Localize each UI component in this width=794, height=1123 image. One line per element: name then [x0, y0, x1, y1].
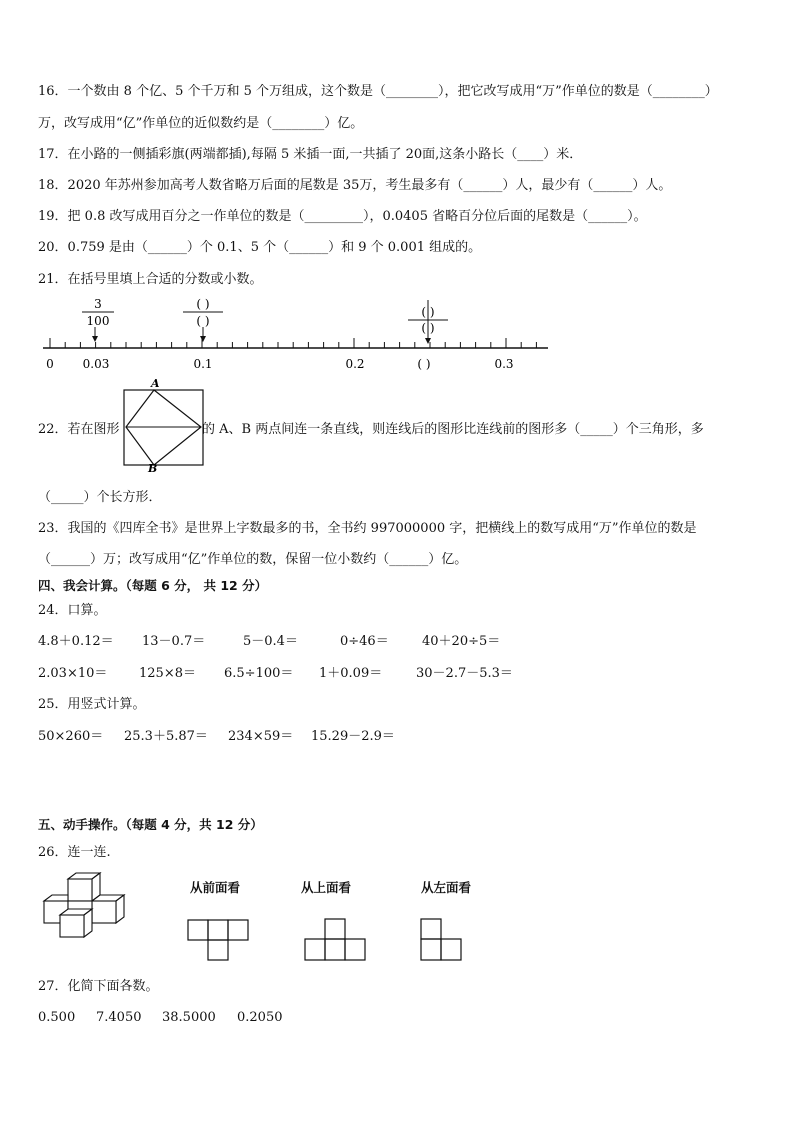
- calc-item: 0÷46＝: [340, 634, 389, 649]
- q20: 20．0.759 是由（______）个 0.1、5 个（______）和 9 个 0.001 组成的。: [38, 240, 482, 255]
- tick-label-02: 0.2: [345, 357, 365, 371]
- blank-fraction-bottom-2: ( ): [421, 321, 435, 335]
- calc-item: 5－0.4＝: [243, 634, 298, 649]
- q16-line2: 万，改写成用“亿”作单位的近似数约是（________）亿。: [38, 116, 364, 131]
- calc-item: 40＋20÷5＝: [422, 634, 501, 649]
- blank-fraction-bottom: ( ): [196, 314, 210, 328]
- cube-stack-figure: [40, 871, 126, 943]
- tick-label-01: 0.1: [193, 357, 213, 371]
- view-label-top: 从上面看: [301, 880, 352, 895]
- blank-fraction-top-2: ( ): [421, 305, 435, 319]
- number-item: 0.2050: [237, 1010, 283, 1025]
- q19: 19．把 0.8 改写成用百分之一作单位的数是（_________），0.0405 省略百分位后面的尾数是（______）。: [38, 209, 647, 224]
- tick-label-03: 0.3: [494, 357, 514, 371]
- calc-item: 6.5÷100＝: [224, 666, 294, 681]
- q18: 18．2020 年苏州参加高考人数省略万后面的尾数是 35万，考生最多有（______）人，最少有（______）人。: [38, 178, 672, 193]
- number-item: 0.500: [38, 1010, 76, 1025]
- section-4-heading: 四、我会计算。（每题 6 分， 共 12 分）: [38, 578, 268, 593]
- blank-fraction-top: ( ): [196, 297, 210, 311]
- calc-item: 4.8＋0.12＝: [38, 634, 114, 649]
- q25-title: 25．用竖式计算。: [38, 697, 146, 712]
- number-line-figure: [38, 294, 553, 374]
- calc-item: 15.29－2.9＝: [311, 729, 395, 744]
- calc-item: 234×59＝: [228, 729, 294, 744]
- point-a-label: A: [151, 377, 160, 390]
- q24-title: 24．口算。: [38, 603, 107, 618]
- calc-item: 2.03×10＝: [38, 666, 108, 681]
- tick-label-0: 0: [46, 357, 54, 371]
- q23-line2: （______）万；改写成用“亿”作单位的数，保留一位小数约（______）亿。: [38, 552, 468, 567]
- q23-line1: 23．我国的《四库全书》是世界上字数最多的书，全书约 997000000 字，把横线上的数写成用“万”作单位的数是: [38, 521, 697, 536]
- calc-item: 1＋0.09＝: [319, 666, 383, 681]
- number-item: 7.4050: [96, 1010, 142, 1025]
- rectangle-diamond-figure: [118, 376, 208, 472]
- tick-label-blank: ( ): [417, 357, 431, 371]
- q22-after: 的 A、B 两点间连一条直线，则连线后的图形比连线前的图形多（_____）个三角形，多: [202, 422, 704, 437]
- left-view-shape: [419, 915, 465, 965]
- q26-title: 26．连一连.: [38, 845, 111, 860]
- q22-line2: （_____）个长方形．: [38, 490, 162, 505]
- calc-item: 30－2.7－5.3＝: [416, 666, 513, 681]
- calc-item: 125×8＝: [139, 666, 196, 681]
- fraction-denominator: 100: [86, 314, 110, 328]
- tick-label-003: 0.03: [82, 357, 110, 371]
- q27-title: 27．化简下面各数。: [38, 979, 159, 994]
- fraction-numerator: 3: [94, 297, 102, 311]
- front-view-shape: [187, 918, 251, 964]
- number-item: 38.5000: [162, 1010, 216, 1025]
- view-label-front: 从前面看: [190, 880, 241, 895]
- point-b-label: B: [148, 462, 158, 472]
- q16-line1: 16．一个数由 8 个亿、5 个千万和 5 个万组成，这个数是（________），把它改写成用“万”作单位的数是（________）: [38, 84, 718, 99]
- q17: 17．在小路的一侧插彩旗(两端都插),每隔 5 米插一面,一共插了 20面,这条小路长（____）米．: [38, 147, 583, 162]
- number-line-ticks: [50, 338, 536, 348]
- q21-text: 21．在括号里填上合适的分数或小数。: [38, 272, 263, 287]
- view-label-left: 从左面看: [421, 880, 472, 895]
- top-view-shape: [304, 915, 368, 965]
- q22-before: 22．若在图形: [38, 422, 120, 437]
- calc-item: 25.3＋5.87＝: [124, 729, 208, 744]
- section-5-heading: 五、动手操作。（每题 4 分，共 12 分）: [38, 817, 263, 832]
- calc-item: 50×260＝: [38, 729, 104, 744]
- calc-item: 13－0.7＝: [142, 634, 206, 649]
